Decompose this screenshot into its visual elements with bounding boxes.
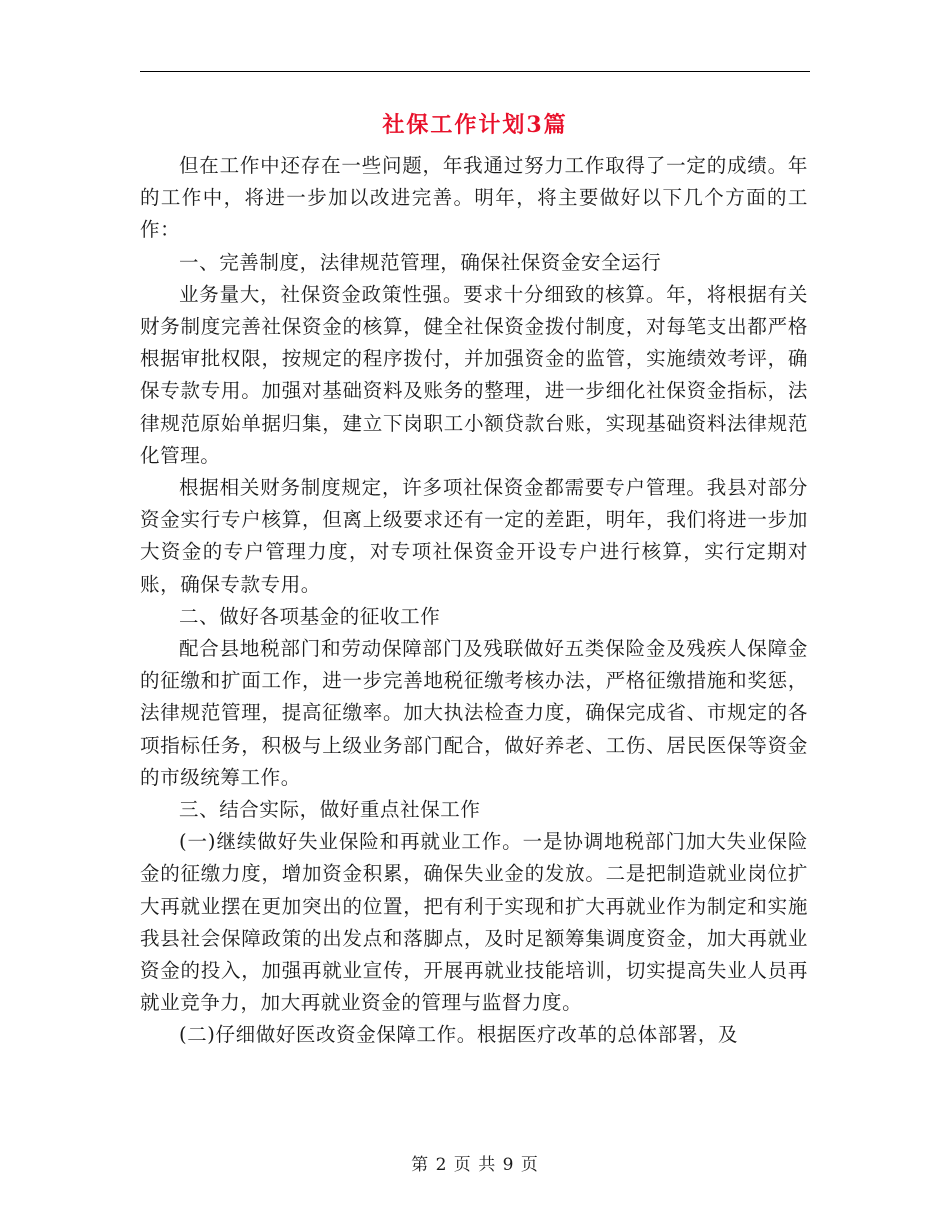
section-heading-3: 三、结合实际，做好重点社保工作 xyxy=(179,798,481,822)
paragraph-4: (一)继续做好失业保险和再就业工作。一是协调地税部门加大失业保险金的征缴力度，增加资金积累，确保失业金的发放。二是把制造就业岗位扩大再就业摆在更加突出的位置，把有利于实现和扩大再就业作为制定和实施我县社会保障政策的出发点和落脚点，及时足额筹集调度资金，加大再就业资金的投入，加强再就业宣传，开展再就业技能培训，切实提高失业人员再就业竞争力，加大再就业资金的管理与监督力度。 xyxy=(140,830,808,1015)
paragraph-3: 配合县地税部门和劳动保障部门及残联做好五类保险金及残疾人保障金的征缴和扩面工作，进一步完善地税征缴考核办法，严格征缴措施和奖惩，法律规范管理，提高征缴率。加大执法检查力度，确保完成省、市规定的各项指标任务，积极与上级业务部门配合，做好养老、工伤、居民医保等资金的市级统筹工作。 xyxy=(140,637,808,789)
document-body xyxy=(140,150,808,1052)
paragraph-1: 业务量大，社保资金政策性强。要求十分细致的核算。年，将根据有关财务制度完善社保资金的核算，健全社保资金拨付制度，对每笔支出都严格根据审批权限，按规定的程序拨付，并加强资金的监管，实施绩效考评，确保专款专用。加强对基础资料及账务的整理，进一步细化社保资金指标，法律规范原始单据归集，建立下岗职工小额贷款台账，实现基础资料法律规范化管理。 xyxy=(140,282,808,467)
section-heading-1: 一、完善制度，法律规范管理，确保社保资金安全运行 xyxy=(179,250,662,274)
paragraph-2: 根据相关财务制度规定，许多项社保资金都需要专户管理。我县对部分资金实行专户核算，但离上级要求还有一定的差距，明年，我们将进一步加大资金的专户管理力度，对专项社保资金开设专户进行核算，实行定期对账，确保专款专用。 xyxy=(140,476,808,596)
paragraph-intro: 但在工作中还存在一些问题，年我通过努力工作取得了一定的成绩。年的工作中，将进一步加以改进完善。明年，将主要做好以下几个方面的工作： xyxy=(140,154,808,242)
document-title: 社保工作计划3篇 xyxy=(382,112,568,138)
paragraph-5: (二)仔细做好医改资金保障工作。根据医疗改革的总体部署，及 xyxy=(179,1023,739,1047)
section-heading-2: 二、做好各项基金的征收工作 xyxy=(179,604,441,628)
page-footer: 第 2 页 共 9 页 xyxy=(411,1155,539,1175)
header-rule xyxy=(140,71,810,72)
